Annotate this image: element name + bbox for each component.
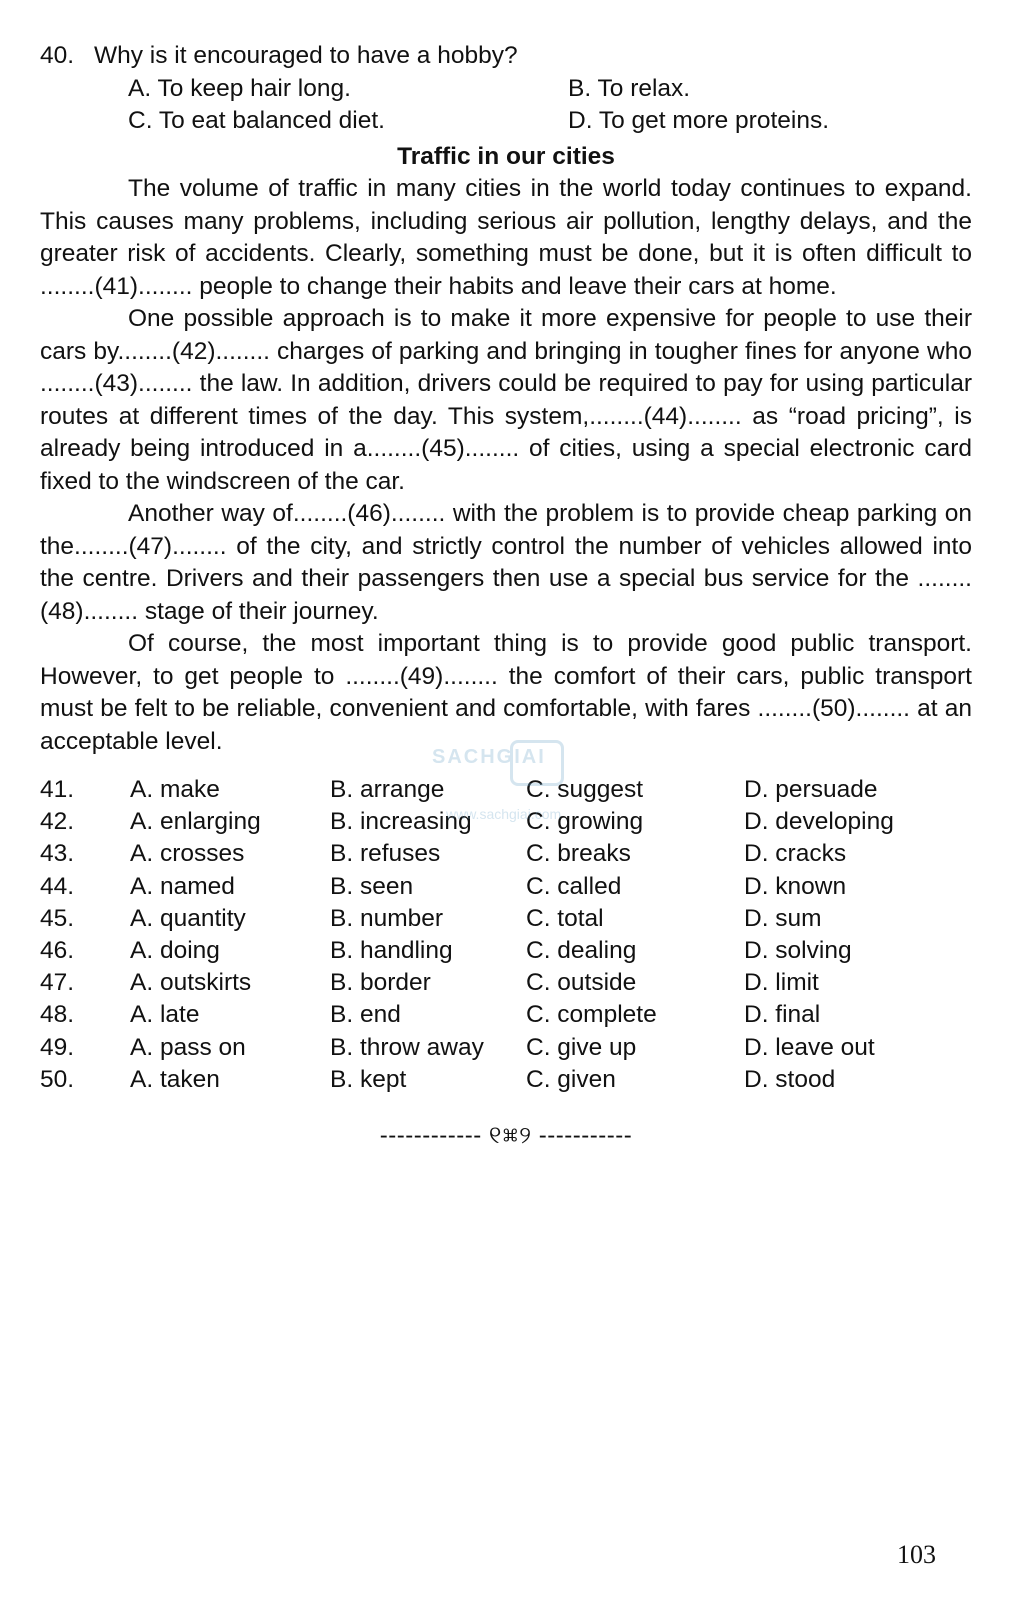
question-40-options xyxy=(128,73,972,138)
passage-paragraph-1: The volume of traffic in many cities in the world today continues to expand. This causes many problems, including serious air pollution, lengthy delays, and the greater risk of accidents. Clearly, something must be done, but it is often difficult to ........(41)........ people to change their habits and leave their cars at home. xyxy=(40,175,972,300)
choice-c: C. outside xyxy=(526,969,637,997)
item-number: 45. xyxy=(40,904,75,932)
answer-row xyxy=(40,806,972,838)
item-number: 42. xyxy=(40,808,75,836)
choice-c: C. suggest xyxy=(526,776,644,803)
choice-c: C. called xyxy=(526,872,622,900)
option-b: B. To relax. xyxy=(568,74,691,102)
choice-d: D. solving xyxy=(744,936,852,964)
question-40 xyxy=(40,40,972,138)
passage-paragraph-3: Another way of........(46)........ with the problem is to provide cheap parking on the........(47)........ of the city, and strictly control the number of vehicles allowed into the centre. Drivers and their passengers then use a special bus service for the ........(48)........ stage of their journey. xyxy=(40,500,972,625)
choice-a: A. doing xyxy=(130,936,220,964)
answer-row xyxy=(40,871,972,903)
page-number: 103 xyxy=(897,1540,936,1569)
item-number: 44. xyxy=(40,872,75,900)
choice-b: B. seen xyxy=(330,872,414,900)
choice-a: A. pass on xyxy=(130,1033,246,1061)
choice-c: C. given xyxy=(526,1065,616,1093)
choice-b: B. refuses xyxy=(330,840,441,868)
option-a: A. To keep hair long. xyxy=(128,74,351,102)
answer-row xyxy=(40,903,972,935)
answer-row xyxy=(40,838,972,870)
choice-a: A. make xyxy=(130,776,220,803)
passage-title: Traffic in our cities xyxy=(397,142,615,170)
choice-d: D. developing xyxy=(744,808,894,836)
option-c: C. To eat balanced diet. xyxy=(128,107,385,134)
choice-a: A. enlarging xyxy=(130,808,261,836)
answer-row xyxy=(40,999,972,1031)
section-divider: ------------ ୧⌘୨ ----------- xyxy=(379,1121,633,1149)
choice-c: C. complete xyxy=(526,1001,657,1029)
choice-a: A. named xyxy=(130,872,235,900)
choice-d: D. known xyxy=(744,872,847,900)
choice-a: A. crosses xyxy=(130,840,245,868)
choice-b: B. arrange xyxy=(330,776,445,803)
watermark-brand: SACHGIAI xyxy=(432,746,546,768)
choice-c: C. breaks xyxy=(526,840,631,868)
item-number: 43. xyxy=(40,840,75,868)
choice-c: C. dealing xyxy=(526,936,637,964)
choice-a: A. taken xyxy=(130,1065,220,1093)
watermark-url: www.sachgiai.com xyxy=(446,806,562,822)
choice-b: B. kept xyxy=(330,1065,407,1093)
choice-a: A. late xyxy=(130,1001,200,1029)
choice-d: D. leave out xyxy=(744,1033,875,1061)
passage-body xyxy=(40,173,972,758)
option-d: D. To get more proteins. xyxy=(568,107,830,134)
choice-d: D. persuade xyxy=(744,776,878,803)
choice-c: C. growing xyxy=(526,808,644,836)
choice-a: A. outskirts xyxy=(130,969,252,997)
question-text: Why is it encouraged to have a hobby? xyxy=(94,42,518,69)
item-number: 47. xyxy=(40,969,75,997)
choice-c: C. give up xyxy=(526,1033,637,1061)
answer-options-table xyxy=(40,774,972,1096)
answer-row xyxy=(40,1064,972,1096)
item-number: 49. xyxy=(40,1033,75,1061)
item-number: 50. xyxy=(40,1065,75,1093)
choice-d: D. final xyxy=(744,1001,821,1029)
choice-d: D. cracks xyxy=(744,840,847,868)
choice-a: A. quantity xyxy=(130,904,246,932)
question-40-stem xyxy=(40,40,972,73)
choice-b: B. handling xyxy=(330,936,453,964)
answer-row xyxy=(40,967,972,999)
choice-d: D. sum xyxy=(744,904,822,932)
passage-paragraph-4: Of course, the most important thing is to provide good public transport. However, to get people to ........(49)........ the comfort of their cars, public transport must be felt to be reliable, convenient and comfortable, with fares ........(50)........ at an acceptable level. xyxy=(40,630,972,755)
choice-d: D. stood xyxy=(744,1065,836,1093)
answer-row xyxy=(40,774,972,806)
choice-c: C. total xyxy=(526,904,604,932)
item-number: 48. xyxy=(40,1001,75,1029)
choice-b: B. number xyxy=(330,904,444,932)
choice-b: B. increasing xyxy=(330,808,472,836)
answer-row xyxy=(40,1032,972,1064)
item-number: 46. xyxy=(40,936,75,964)
answer-row xyxy=(40,935,972,967)
question-number: 40. xyxy=(40,42,75,69)
item-number: 41. xyxy=(40,776,75,803)
choice-d: D. limit xyxy=(744,969,819,997)
passage-paragraph-2: One possible approach is to make it more expensive for people to use their cars by........(42)........ charges of parking and bringing in tougher fines for anyone who ........(43)........ the law. In addition, drivers could be required to pay for using particular routes at different times of the day. This system,........(44)........ as “road pricing”, is already being introduced in a........(45)........ of cities, using a special electronic card fixed to the windscreen of the car. xyxy=(40,305,972,495)
choice-b: B. border xyxy=(330,969,431,997)
choice-b: B. throw away xyxy=(330,1033,484,1061)
choice-b: B. end xyxy=(330,1001,401,1029)
document-page xyxy=(40,40,972,1152)
